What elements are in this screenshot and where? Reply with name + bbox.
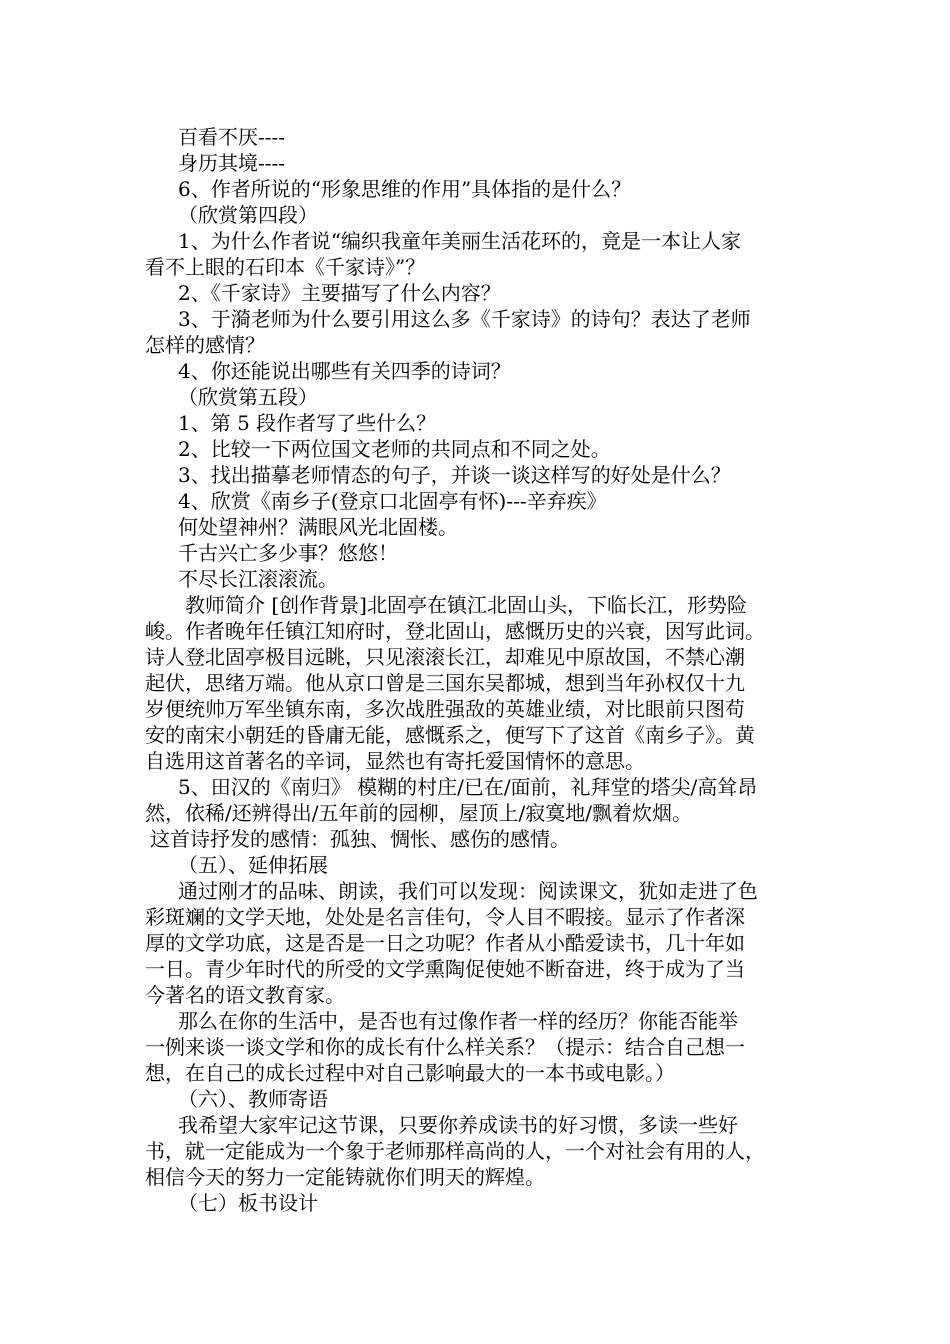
question-line: 3、于漪老师为什么要引用这么多《千家诗》的诗句？表达了老师 [178, 307, 751, 331]
paragraph-line: 那么在你的生活中，是否也有过像作者一样的经历？你能否能举 [178, 1009, 738, 1033]
paragraph-line: 想，在自己的成长过程中对自己影响最大的一本书或电影。） [145, 1061, 675, 1085]
paragraph-line: 一例来谈一谈文学和你的成长有什么样关系？（提示：结合自己想一 [145, 1035, 745, 1059]
paragraph-line: 一日。青少年时代的所受的文学熏陶促使她不断奋进，终于成为了当 [145, 957, 745, 981]
paragraph-line: 这首诗抒发的感情：孤独、惆怅、感伤的感情。 [150, 827, 570, 851]
question-line: 看不上眼的石印本《千家诗》”？ [145, 255, 426, 279]
paragraph-line: 起伏，思绪万端。他从京口曾是三国东吴都城，想到当年孙权仅十九 [145, 671, 745, 695]
text-line: 百看不厌---- [178, 125, 286, 149]
poem-line: 何处望神州？满眼风光北固楼。 [178, 515, 458, 539]
paragraph-line: 书，就一定能成为一个象于老师那样高尚的人，一个对社会有用的人， [145, 1139, 765, 1163]
paragraph-line: 5、田汉的《南归》 模糊的村庄/已在/面前，礼拜堂的塔尖/高耸昂 [178, 775, 758, 799]
section-heading: （欣赏第五段） [178, 385, 318, 409]
paragraph-line: 诗人登北固亭极目远眺，只见滚滚长江，却难见中原故国，不禁心潮 [145, 645, 745, 669]
paragraph-line: 峻。作者晚年任镇江知府时，登北固山，感慨历史的兴衰，因写此词。 [145, 619, 765, 643]
paragraph-line: 厚的文学功底，这是否是一日之功呢？作者从小酷爱读书，几十年如 [145, 931, 745, 955]
question-line: 1、第 5 段作者写了些什么？ [178, 411, 437, 435]
paragraph-line: 今著名的语文教育家。 [145, 983, 345, 1007]
paragraph-line: 通过刚才的品味、朗读，我们可以发现：阅读课文，犹如走进了色 [178, 879, 758, 903]
section-heading: （七）板书设计 [178, 1191, 318, 1215]
paragraph-line: 安的南宋小朝廷的昏庸无能，感慨系之，便写下了这首《南乡子》。黄 [145, 723, 755, 747]
section-heading: （欣赏第四段） [178, 203, 318, 227]
paragraph-line: 我希望大家牢记这节课，只要你养成读书的好习惯，多读一些好 [178, 1113, 738, 1137]
section-heading: （六）、教师寄语 [178, 1087, 328, 1111]
question-line: 6、作者所说的“形象思维的作用”具体指的是什么？ [178, 177, 632, 201]
paragraph-line: 教师简介 [创作背景]北固亭在镇江北固山头，下临长江，形势险 [185, 593, 747, 617]
question-line: 4、你还能说出哪些有关四季的诗词？ [178, 359, 511, 383]
paragraph-line: 然，依稀/还辨得出/五年前的园柳，屋顶上/寂寞地/飘着炊烟。 [145, 801, 692, 825]
question-line: 1、为什么作者说“编织我童年美丽生活花环的，竟是一本让人家 [178, 229, 741, 253]
poem-line: 千古兴亡多少事？悠悠！ [178, 541, 398, 565]
paragraph-line: 彩斑斓的文学天地，处处是名言佳句，令人目不暇接。显示了作者深 [145, 905, 745, 929]
poem-line: 不尽长江滚滚流。 [178, 567, 338, 591]
question-line: 4、欣赏《南乡子(登京口北固亭有怀)---辛弃疾》 [178, 489, 607, 513]
question-line: 怎样的感情？ [145, 333, 265, 357]
paragraph-line: 自选用这首著名的辛词，显然也有寄托爱国情怀的意思。 [145, 749, 645, 773]
paragraph-line: 相信今天的努力一定能铸就你们明天的辉煌。 [145, 1165, 545, 1189]
text-line: 身历其境---- [178, 151, 286, 175]
section-heading: （五）、延伸拓展 [178, 853, 328, 877]
paragraph-line: 岁便统帅万军坐镇东南，多次战胜强敌的英雄业绩，对比眼前只图苟 [145, 697, 745, 721]
question-line: 3、找出描摹老师情态的句子，并谈一谈这样写的好处是什么？ [178, 463, 731, 487]
question-line: 2、《千家诗》主要描写了什么内容？ [178, 281, 501, 305]
question-line: 2、比较一下两位国文老师的共同点和不同之处。 [178, 437, 611, 461]
